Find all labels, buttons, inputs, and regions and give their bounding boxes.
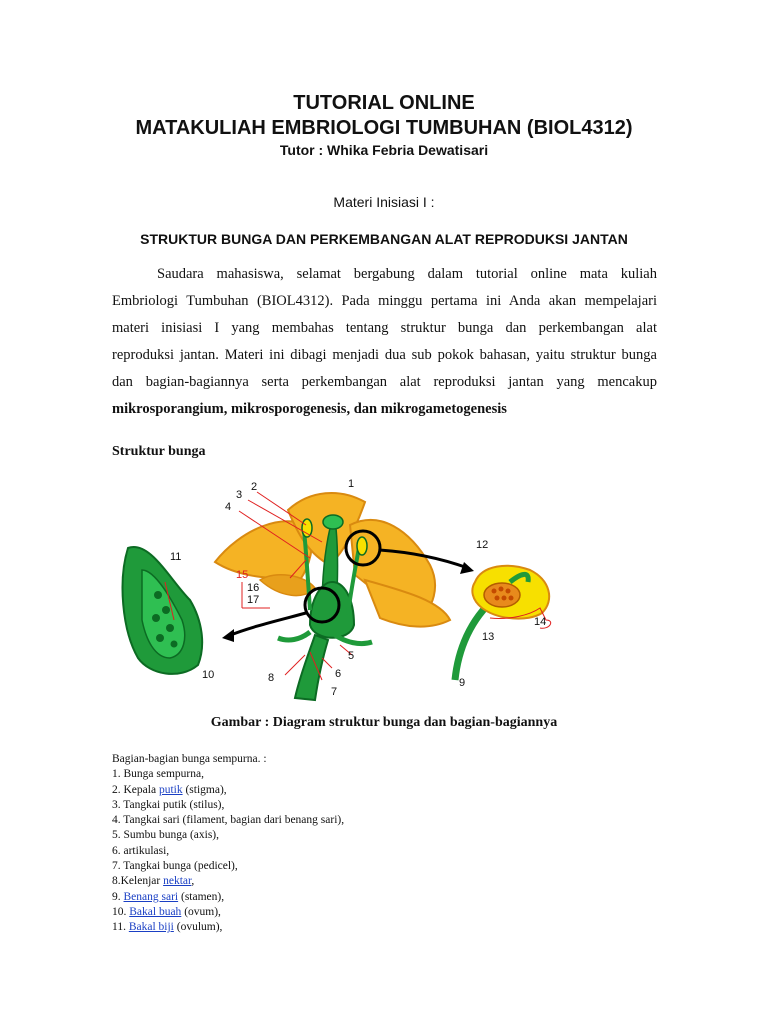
- ovary-detail: [123, 547, 203, 674]
- label-11: 11: [170, 551, 182, 563]
- paragraph-line: reproduksi jantan. Materi ini dibagi menjadi dua sub pokok bahasan, yaitu struktur bunga: [112, 347, 657, 363]
- list-item: 3. Tangkai putik (stilus),: [112, 798, 225, 811]
- list-item: 4. Tangkai sari (filament, bagian dari benang sari),: [112, 814, 345, 827]
- label-2: 2: [251, 481, 258, 493]
- link-nektar[interactable]: nektar: [163, 875, 192, 888]
- document-title: TUTORIAL ONLINE: [293, 92, 475, 114]
- label-16: 16: [247, 582, 260, 594]
- paragraph-line: materi inisiasi I yang membahas tentang struktur bunga dan perkembangan alat: [112, 320, 657, 336]
- label-9: 9: [459, 677, 466, 689]
- label-14: 14: [534, 616, 547, 628]
- label-17: 17: [247, 594, 260, 606]
- parts-intro: Bagian-bagian bunga sempurna. :: [112, 753, 267, 765]
- tutor-name: Tutor : Whika Febria Dewatisari: [279, 142, 489, 158]
- paragraph-bold-line: mikrosporangium, mikrosporogenesis, dan mikrogametogenesis: [112, 401, 507, 417]
- parts-list: [112, 752, 344, 936]
- list-item: 6. artikulasi,: [112, 844, 170, 857]
- paragraph-line: Embriologi Tumbuhan (BIOL4312). Pada minggu pertama ini Anda akan mempelajari: [112, 293, 657, 309]
- label-5: 5: [348, 650, 355, 662]
- list-item: 11. Bakal biji (ovulum),: [112, 921, 223, 934]
- link-bakal-biji[interactable]: Bakal biji: [128, 921, 174, 934]
- label-10: 10: [202, 669, 215, 681]
- label-4: 4: [225, 501, 232, 513]
- list-item: 5. Sumbu bunga (axis),: [112, 829, 220, 842]
- intro-paragraph: [112, 261, 657, 423]
- label-7: 7: [331, 686, 338, 698]
- list-item: 2. Kepala putik (stigma),: [112, 783, 227, 796]
- label-6: 6: [335, 668, 342, 680]
- link-putik[interactable]: putik: [158, 783, 183, 796]
- flower-diagram: [110, 470, 580, 705]
- section-heading: STRUKTUR BUNGA DAN PERKEMBANGAN ALAT REPRODUKSI JANTAN: [140, 231, 628, 247]
- list-item: 10. Bakal buah (ovum),: [112, 905, 221, 918]
- paragraph-line: Saudara mahasiswa, selamat bergabung dalam tutorial online mata kuliah: [157, 266, 657, 282]
- materi-label: Materi Inisiasi I :: [333, 194, 435, 210]
- list-item: 7. Tangkai bunga (pedicel),: [112, 860, 238, 873]
- list-item: 1. Bunga sempurna,: [112, 768, 204, 781]
- label-3: 3: [236, 489, 243, 501]
- label-12: 12: [476, 539, 489, 551]
- link-benang-sari[interactable]: Benang sari: [123, 890, 179, 903]
- label-13: 13: [482, 631, 495, 643]
- label-15: 15: [236, 569, 249, 581]
- label-8: 8: [268, 672, 275, 684]
- link-bakal-buah[interactable]: Bakal buah: [129, 905, 182, 918]
- subheading-struktur-bunga: Struktur bunga: [112, 444, 206, 459]
- list-item: 9. Benang sari (stamen),: [112, 890, 225, 903]
- list-item: 8.Kelenjar nektar,: [112, 875, 195, 888]
- paragraph-line: dan bagian-bagiannya serta perkembangan alat reproduksi jantan yang mencakup: [112, 374, 657, 390]
- label-1: 1: [348, 478, 355, 490]
- course-title: MATAKULIAH EMBRIOLOGI TUMBUHAN (BIOL4312): [135, 117, 633, 139]
- figure-caption: Gambar : Diagram struktur bunga dan bagian-bagiannya: [210, 715, 558, 730]
